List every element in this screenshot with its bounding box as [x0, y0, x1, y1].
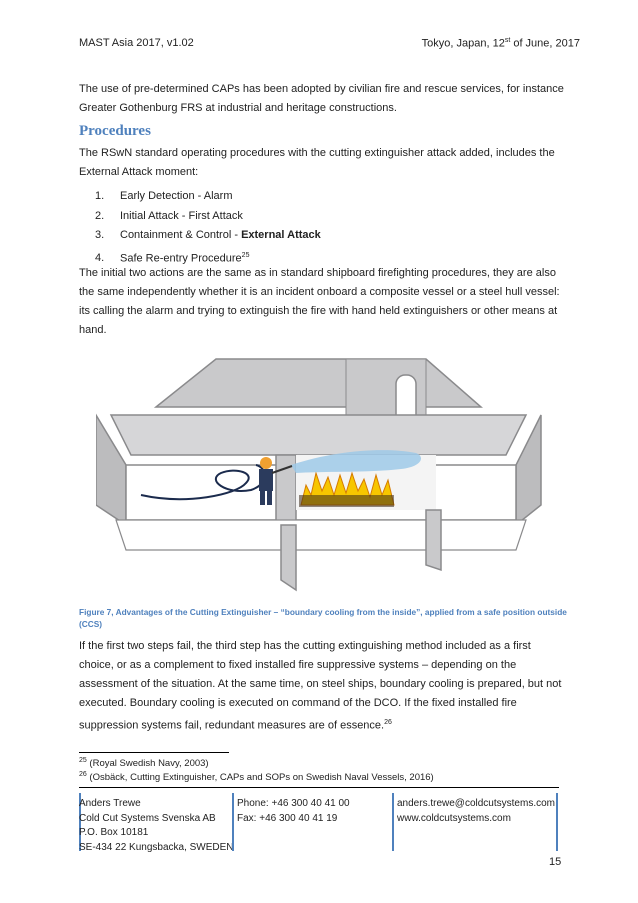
helmet — [260, 457, 272, 469]
list-item: 4. Safe Re-entry Procedure$^{25}$ — [95, 251, 250, 265]
footer-divider — [79, 787, 559, 788]
procedure-list — [79, 187, 321, 269]
footnote: $^{25}$ (Royal Swedish Navy, 2003) — [79, 757, 209, 770]
footer-separator — [556, 793, 558, 851]
website-link[interactable]: www.coldcutsystems.com — [397, 812, 511, 824]
right-hull — [516, 415, 541, 525]
right-bulkhead — [426, 510, 441, 570]
body — [259, 469, 273, 491]
front-bulkhead — [281, 525, 296, 590]
back-wall — [111, 415, 526, 455]
footer-separator — [392, 793, 394, 851]
closing-paragraph: If the first two steps fail, the third step has the cutting extinguishing method included as a first choice, or as a complement to fixed installed fire suppressive systems – depending on the assessment of the situation. At the same time, on steel ships, boundary cooling is prepared, but not executed. Boundary cooling is executed on command of the DCO. If the fixed installed fire suppression systems fail, redundant measures are of essence.$^{26}$ — [79, 640, 562, 732]
ship-compartment-illustration — [96, 355, 546, 595]
front-deck-edge — [116, 520, 526, 550]
list-item: 2. Initial Attack - First Attack — [95, 209, 243, 222]
footnote-divider — [79, 752, 229, 753]
header-right: Tokyo, Japan, 12st of June, 2017 — [421, 37, 580, 50]
procedures-paragraph: The initial two actions are the same as in standard shipboard firefighting procedures, they are also the same independently whether it is an incident onboard a composite vessel or a steel hull vessel: its calling the alarm and trying to extinguish the fire with hand held extinguishers or other means at hand. — [79, 267, 560, 336]
fire-base — [299, 495, 394, 507]
leg-left — [260, 491, 265, 505]
procedures-intro: The RSwN standard operating procedures with the cutting extinguisher attack added, includes the External Attack moment: — [79, 147, 555, 178]
footnote: $^{26}$ (Osbäck, Cutting Extinguisher, CAPs and SOPs on Swedish Naval Vessels, 2016) — [79, 771, 434, 784]
list-item: 1. Early Detection - Alarm — [95, 190, 233, 202]
footer-address: Anders Trewe Cold Cut Systems Svenska AB P.O. Box 10181 SE-434 22 Kungsbacka, SWEDEN — [79, 798, 234, 853]
footer-phone: Phone: +46 300 40 41 00 Fax: +46 300 40 41 19 — [237, 798, 350, 824]
figure-caption: Figure 7, Advantages of the Cutting Extinguisher – “boundary cooling from the inside”, applied from a safe position outside (CCS) — [79, 607, 567, 629]
upper-deck-shape — [156, 359, 481, 407]
list-item: 3. Containment & Control - External Attack — [95, 229, 321, 241]
intro-paragraph: The use of pre-determined CAPs has been adopted by civilian fire and rescue services, for instance Greater Gothenburg FRS at industrial and heritage constructions. — [79, 83, 564, 114]
leg-right — [267, 491, 272, 505]
email-link[interactable]: anders.trewe@coldcutsystems.com — [397, 798, 555, 809]
footer-contact — [397, 797, 555, 826]
footer-separator — [232, 793, 234, 851]
page-number: 15 — [549, 856, 562, 868]
procedures-heading: Procedures — [79, 123, 151, 139]
header-left: MAST Asia 2017, v1.02 — [79, 37, 194, 49]
